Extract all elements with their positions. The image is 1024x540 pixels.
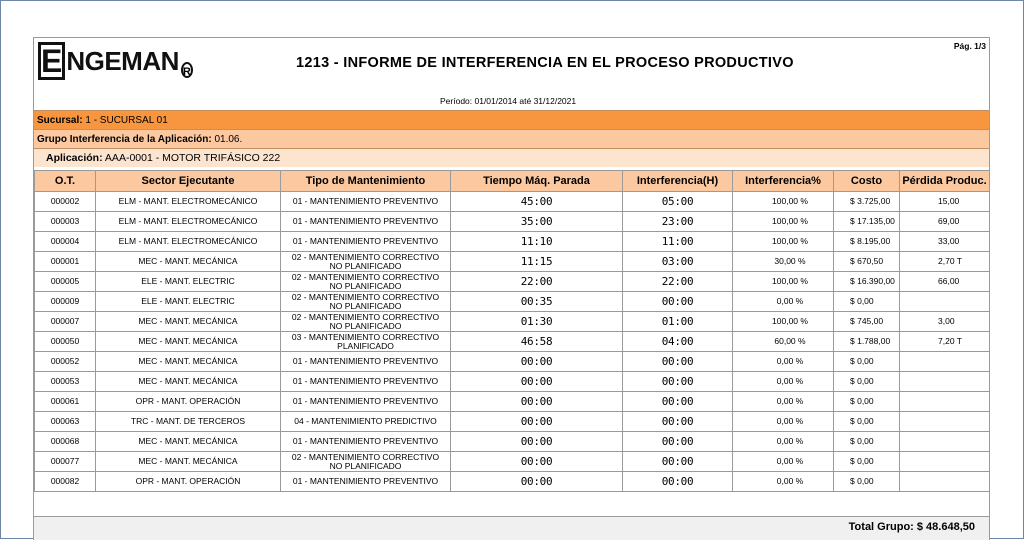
interferencia-pct-cell: 0,00 % [733, 292, 834, 312]
ot-cell: 000002 [35, 192, 96, 212]
tiempo-cell: 00:00 [451, 352, 623, 372]
table-row [35, 472, 990, 492]
perdida-cell: 2,70 T [900, 252, 990, 272]
tiempo-cell: 35:00 [451, 212, 623, 232]
tipo-cell: 02 - MANTENIMIENTO CORRECTIVO NO PLANIFICADO [281, 292, 451, 312]
table-row [35, 312, 990, 332]
sector-cell: OPR - MANT. OPERACIÓN [96, 472, 281, 492]
tiempo-cell: 00:00 [451, 452, 623, 472]
tiempo-cell: 45:00 [451, 192, 623, 212]
interferencia-h-cell: 00:00 [623, 392, 733, 412]
costo-cell: $ 0,00 [834, 412, 900, 432]
tiempo-cell: 11:10 [451, 232, 623, 252]
costo-cell: $ 0,00 [834, 432, 900, 452]
table-row [35, 192, 990, 212]
tiempo-cell: 00:00 [451, 412, 623, 432]
perdida-cell: 66,00 [900, 272, 990, 292]
table-row [35, 352, 990, 372]
table-row [35, 392, 990, 412]
costo-cell: $ 16.390,00 [834, 272, 900, 292]
sucursal-band [34, 110, 989, 129]
interferencia-h-cell: 01:00 [623, 312, 733, 332]
ot-cell: 000050 [35, 332, 96, 352]
tipo-cell: 01 - MANTENIMIENTO PREVENTIVO [281, 192, 451, 212]
tiempo-cell: 22:00 [451, 272, 623, 292]
perdida-cell [900, 432, 990, 452]
perdida-cell [900, 472, 990, 492]
interferencia-h-cell: 03:00 [623, 252, 733, 272]
perdida-cell: 33,00 [900, 232, 990, 252]
interferencia-pct-cell: 60,00 % [733, 332, 834, 352]
ot-cell: 000077 [35, 452, 96, 472]
tipo-cell: 03 - MANTENIMIENTO CORRECTIVO PLANIFICADO [281, 332, 451, 352]
interferencia-h-cell: 05:00 [623, 192, 733, 212]
ot-cell: 000009 [35, 292, 96, 312]
sucursal-label: Sucursal: [37, 115, 83, 126]
tipo-cell: 01 - MANTENIMIENTO PREVENTIVO [281, 392, 451, 412]
sector-cell: ELM - MANT. ELECTROMECÁNICO [96, 212, 281, 232]
perdida-cell: 69,00 [900, 212, 990, 232]
costo-cell: $ 0,00 [834, 392, 900, 412]
costo-cell: $ 0,00 [834, 372, 900, 392]
col-header-costo: Costo [834, 171, 900, 192]
interferencia-pct-cell: 100,00 % [733, 192, 834, 212]
sector-cell: MEC - MANT. MECÁNICA [96, 372, 281, 392]
tipo-cell: 02 - MANTENIMIENTO CORRECTIVO NO PLANIFICADO [281, 252, 451, 272]
ot-cell: 000005 [35, 272, 96, 292]
interferencia-h-cell: 00:00 [623, 452, 733, 472]
tiempo-cell: 46:58 [451, 332, 623, 352]
interferencia-pct-cell: 0,00 % [733, 472, 834, 492]
costo-cell: $ 0,00 [834, 472, 900, 492]
tiempo-cell: 00:00 [451, 392, 623, 412]
perdida-cell [900, 352, 990, 372]
perdida-cell [900, 392, 990, 412]
tiempo-cell: 11:15 [451, 252, 623, 272]
registered-icon: R [181, 62, 193, 78]
costo-cell: $ 17.135,00 [834, 212, 900, 232]
sector-cell: MEC - MANT. MECÁNICA [96, 332, 281, 352]
ot-cell: 000001 [35, 252, 96, 272]
costo-cell: $ 670,50 [834, 252, 900, 272]
tiempo-cell: 00:00 [451, 472, 623, 492]
col-header-interferencia-h: Interferencia(H) [623, 171, 733, 192]
interferencia-h-cell: 11:00 [623, 232, 733, 252]
sector-cell: MEC - MANT. MECÁNICA [96, 352, 281, 372]
tiempo-cell: 00:00 [451, 372, 623, 392]
tipo-cell: 01 - MANTENIMIENTO PREVENTIVO [281, 372, 451, 392]
sector-cell: TRC - MANT. DE TERCEROS [96, 412, 281, 432]
col-header-perdida: Pérdida Produc. [900, 171, 990, 192]
ot-cell: 000082 [35, 472, 96, 492]
report-title: 1213 - INFORME DE INTERFERENCIA EN EL PROCESO PRODUCTIVO [296, 55, 794, 71]
costo-cell: $ 1.788,00 [834, 332, 900, 352]
total-grupo: Total Grupo: $ 48.648,50 [848, 521, 975, 533]
sector-cell: MEC - MANT. MECÁNICA [96, 452, 281, 472]
aplicacion-band [34, 148, 989, 167]
grupo-band [34, 129, 989, 148]
sector-cell: MEC - MANT. MECÁNICA [96, 432, 281, 452]
perdida-cell [900, 452, 990, 472]
table-row [35, 372, 990, 392]
table-header-row [35, 171, 990, 192]
tiempo-cell: 01:30 [451, 312, 623, 332]
col-header-ot: O.T. [35, 171, 96, 192]
interferencia-pct-cell: 100,00 % [733, 212, 834, 232]
table-row [35, 412, 990, 432]
interferencia-h-cell: 00:00 [623, 432, 733, 452]
interferencia-pct-cell: 100,00 % [733, 232, 834, 252]
tiempo-cell: 00:35 [451, 292, 623, 312]
sector-cell: MEC - MANT. MECÁNICA [96, 252, 281, 272]
sector-cell: OPR - MANT. OPERACIÓN [96, 392, 281, 412]
ot-cell: 000068 [35, 432, 96, 452]
sector-cell: MEC - MANT. MECÁNICA [96, 312, 281, 332]
interferencia-h-cell: 00:00 [623, 352, 733, 372]
col-header-interferencia-pct: Interferencia% [733, 171, 834, 192]
interferencia-h-cell: 00:00 [623, 412, 733, 432]
tipo-cell: 01 - MANTENIMIENTO PREVENTIVO [281, 212, 451, 232]
aplicacion-value: AAA-0001 - MOTOR TRIFÁSICO 222 [102, 152, 281, 164]
ot-cell: 000004 [35, 232, 96, 252]
costo-cell: $ 0,00 [834, 292, 900, 312]
interferencia-h-cell: 22:00 [623, 272, 733, 292]
interferencia-pct-cell: 0,00 % [733, 412, 834, 432]
total-bar [34, 516, 989, 540]
tipo-cell: 01 - MANTENIMIENTO PREVENTIVO [281, 472, 451, 492]
logo-wordmark: NGEMAN [66, 46, 179, 76]
interferencia-pct-cell: 100,00 % [733, 272, 834, 292]
ot-cell: 000053 [35, 372, 96, 392]
perdida-cell [900, 412, 990, 432]
interferencia-pct-cell: 0,00 % [733, 452, 834, 472]
costo-cell: $ 3.725,00 [834, 192, 900, 212]
perdida-cell: 3,00 [900, 312, 990, 332]
interferencia-h-cell: 04:00 [623, 332, 733, 352]
page-number: Pág. 1/3 [953, 41, 986, 51]
col-header-sector: Sector Ejecutante [96, 171, 281, 192]
costo-cell: $ 745,00 [834, 312, 900, 332]
tipo-cell: 02 - MANTENIMIENTO CORRECTIVO NO PLANIFICADO [281, 452, 451, 472]
interference-table [34, 170, 990, 492]
ot-cell: 000007 [35, 312, 96, 332]
interferencia-h-cell: 00:00 [623, 292, 733, 312]
col-header-tipo: Tipo de Mantenimiento [281, 171, 451, 192]
interferencia-pct-cell: 30,00 % [733, 252, 834, 272]
table-row [35, 252, 990, 272]
costo-cell: $ 8.195,00 [834, 232, 900, 252]
interferencia-h-cell: 00:00 [623, 472, 733, 492]
sucursal-value: 1 - SUCURSAL 01 [82, 115, 168, 126]
table-row [35, 432, 990, 452]
table-row [35, 332, 990, 352]
interferencia-pct-cell: 0,00 % [733, 432, 834, 452]
tipo-cell: 02 - MANTENIMIENTO CORRECTIVO NO PLANIFICADO [281, 272, 451, 292]
perdida-cell [900, 292, 990, 312]
table-row [35, 232, 990, 252]
tipo-cell: 01 - MANTENIMIENTO PREVENTIVO [281, 232, 451, 252]
interferencia-pct-cell: 0,00 % [733, 372, 834, 392]
sector-cell: ELE - MANT. ELECTRIC [96, 272, 281, 292]
table-row [35, 272, 990, 292]
sector-cell: ELM - MANT. ELECTROMECÁNICO [96, 232, 281, 252]
tipo-cell: 01 - MANTENIMIENTO PREVENTIVO [281, 432, 451, 452]
ot-cell: 000003 [35, 212, 96, 232]
tiempo-cell: 00:00 [451, 432, 623, 452]
costo-cell: $ 0,00 [834, 452, 900, 472]
report-page [33, 37, 990, 540]
perdida-cell: 15,00 [900, 192, 990, 212]
engeman-logo [38, 42, 191, 88]
period-range: Período: 01/01/2014 até 31/12/2021 [440, 96, 577, 106]
perdida-cell: 7,20 T [900, 332, 990, 352]
interferencia-pct-cell: 100,00 % [733, 312, 834, 332]
perdida-cell [900, 372, 990, 392]
sector-cell: ELM - MANT. ELECTROMECÁNICO [96, 192, 281, 212]
interferencia-pct-cell: 0,00 % [733, 392, 834, 412]
col-header-tiempo: Tiempo Máq. Parada [451, 171, 623, 192]
logo-e-box: E [38, 42, 65, 80]
interferencia-h-cell: 00:00 [623, 372, 733, 392]
interferencia-h-cell: 23:00 [623, 212, 733, 232]
ot-cell: 000061 [35, 392, 96, 412]
sector-cell: ELE - MANT. ELECTRIC [96, 292, 281, 312]
ot-cell: 000063 [35, 412, 96, 432]
interferencia-pct-cell: 0,00 % [733, 352, 834, 372]
tipo-cell: 04 - MANTENIMIENTO PREDICTIVO [281, 412, 451, 432]
tipo-cell: 01 - MANTENIMIENTO PREVENTIVO [281, 352, 451, 372]
aplicacion-label: Aplicación: [46, 152, 103, 164]
ot-cell: 000052 [35, 352, 96, 372]
grupo-value: 01.06. [211, 134, 243, 145]
table-row [35, 452, 990, 472]
table-row [35, 292, 990, 312]
grupo-label: Grupo Interferencia de la Aplicación: [37, 134, 212, 145]
costo-cell: $ 0,00 [834, 352, 900, 372]
table-row [35, 212, 990, 232]
tipo-cell: 02 - MANTENIMIENTO CORRECTIVO NO PLANIFICADO [281, 312, 451, 332]
